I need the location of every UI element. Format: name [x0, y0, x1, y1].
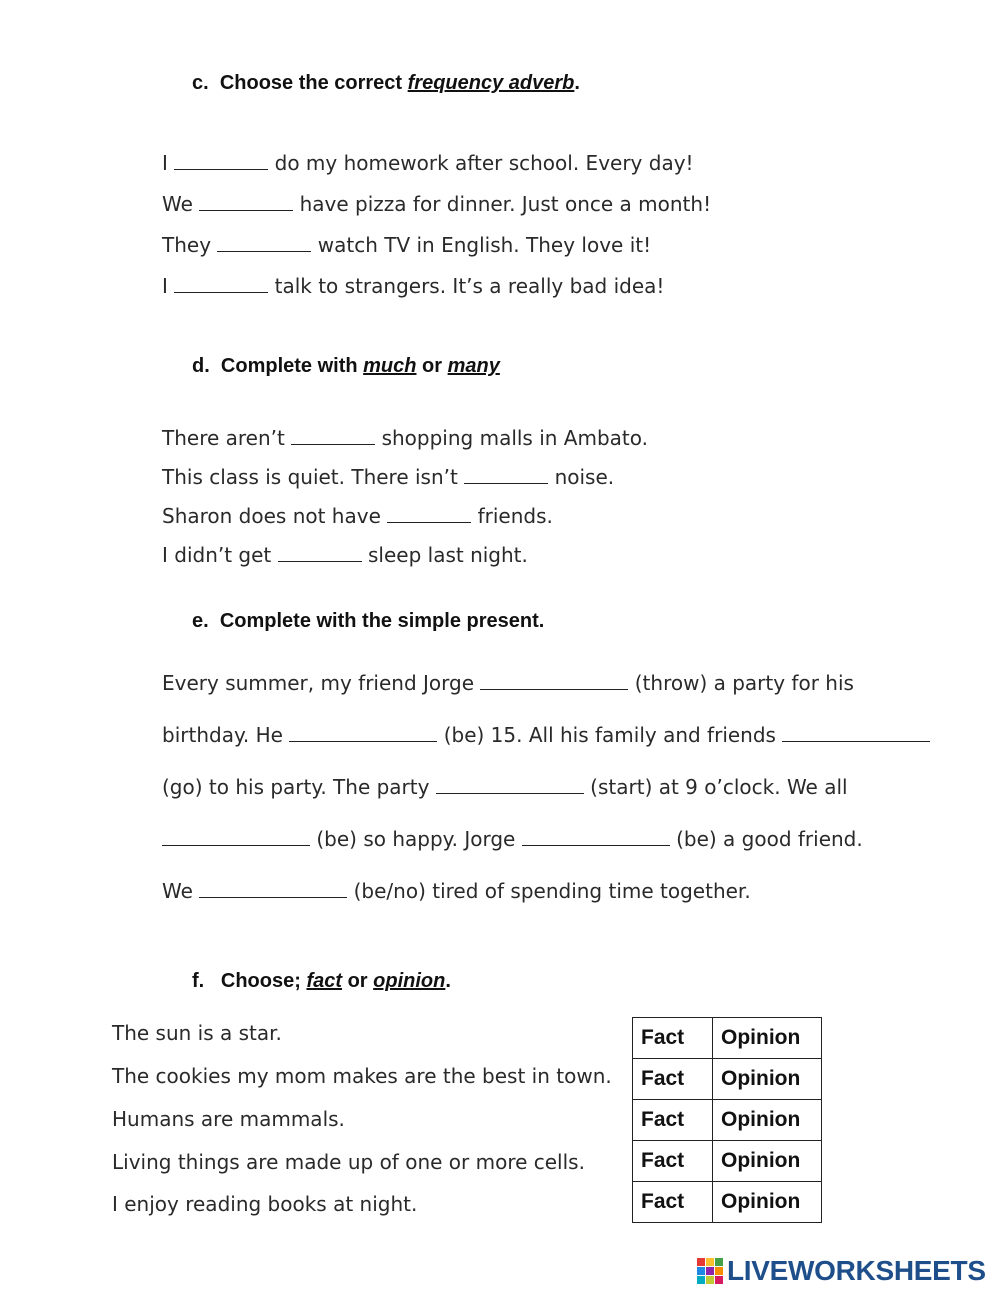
answer-blank[interactable]	[522, 825, 670, 846]
answer-blank[interactable]	[289, 721, 437, 742]
answer-blank[interactable]	[480, 669, 628, 690]
answer-blank[interactable]	[199, 877, 347, 898]
answer-blank[interactable]	[217, 231, 311, 252]
answer-blank[interactable]	[464, 463, 548, 484]
answer-blank[interactable]	[199, 190, 293, 211]
answer-blank[interactable]	[174, 272, 268, 293]
answer-blank[interactable]	[436, 773, 584, 794]
opinion-option[interactable]: Opinion	[713, 1141, 822, 1182]
answer-blank[interactable]	[782, 721, 930, 742]
section-d-sentence: This class is quiet. There isn’t noise.	[162, 465, 615, 489]
section-e-line: Every summer, my friend Jorge (throw) a party for his	[162, 671, 854, 695]
statement: The sun is a star.	[112, 1021, 282, 1045]
statement: I enjoy reading books at night.	[112, 1192, 418, 1216]
logo-square	[706, 1258, 714, 1266]
section-d-heading: d. Complete with much or many	[192, 355, 500, 377]
keyword-opinion: opinion	[373, 970, 446, 992]
section-c-sentence: I do my homework after school. Every day!	[162, 151, 694, 175]
logo-text: LIVEWORKSHEETS	[727, 1255, 986, 1286]
table-row	[633, 1141, 822, 1182]
logo-square	[715, 1258, 723, 1266]
answer-blank[interactable]	[174, 149, 268, 170]
table-row	[633, 1059, 822, 1100]
statement: The cookies my mom makes are the best in town.	[112, 1064, 612, 1088]
answer-blank[interactable]	[278, 541, 362, 562]
statement: Living things are made up of one or more cells.	[112, 1150, 585, 1174]
table-row	[633, 1100, 822, 1141]
answer-blank[interactable]	[162, 825, 310, 846]
table-row	[633, 1018, 822, 1059]
keyword-much: much	[363, 355, 417, 377]
liveworksheets-logo	[697, 1255, 986, 1287]
fact-opinion-table	[632, 1017, 822, 1223]
section-e-line: (go) to his party. The party (start) at 9 o’clock. We all	[162, 775, 848, 799]
fact-option[interactable]: Fact	[633, 1018, 713, 1059]
section-c-sentence: I talk to strangers. It’s a really bad idea!	[162, 274, 665, 298]
keyword-fact: fact	[306, 970, 343, 992]
section-d-sentence: There aren’t shopping malls in Ambato.	[162, 426, 649, 450]
section-c-sentence: They watch TV in English. They love it!	[162, 233, 652, 257]
answer-blank[interactable]	[387, 502, 471, 523]
logo-square	[715, 1276, 723, 1284]
logo-square	[697, 1276, 705, 1284]
logo-grid-icon	[697, 1258, 723, 1284]
fact-option[interactable]: Fact	[633, 1141, 713, 1182]
opinion-option[interactable]: Opinion	[713, 1100, 822, 1141]
logo-square	[706, 1267, 714, 1275]
keyword-many: many	[447, 355, 500, 377]
section-d-sentence: I didn’t get sleep last night.	[162, 543, 528, 567]
answer-blank[interactable]	[291, 424, 375, 445]
logo-square	[715, 1267, 723, 1275]
section-f-heading: f. Choose; fact or opinion.	[192, 970, 451, 992]
section-c-sentence: We have pizza for dinner. Just once a month!	[162, 192, 712, 216]
fact-option[interactable]: Fact	[633, 1100, 713, 1141]
statement: Humans are mammals.	[112, 1107, 345, 1131]
section-e-line: birthday. He (be) 15. All his family and friends	[162, 721, 930, 747]
opinion-option[interactable]: Opinion	[713, 1182, 822, 1223]
section-c-keyword: frequency adverb	[407, 72, 575, 94]
fact-option[interactable]: Fact	[633, 1182, 713, 1223]
logo-square	[697, 1258, 705, 1266]
logo-square	[697, 1267, 705, 1275]
opinion-option[interactable]: Opinion	[713, 1059, 822, 1100]
logo-square	[706, 1276, 714, 1284]
section-e-line: (be) so happy. Jorge (be) a good friend.	[162, 825, 863, 851]
section-e-line: We (be/no) tired of spending time together.	[162, 879, 751, 903]
opinion-option[interactable]: Opinion	[713, 1018, 822, 1059]
section-c-heading: c. Choose the correct frequency adverb.	[192, 72, 580, 94]
table-row	[633, 1182, 822, 1223]
section-d-sentence: Sharon does not have friends.	[162, 504, 553, 528]
fact-option[interactable]: Fact	[633, 1059, 713, 1100]
section-e-heading: e. Complete with the simple present.	[192, 610, 545, 632]
